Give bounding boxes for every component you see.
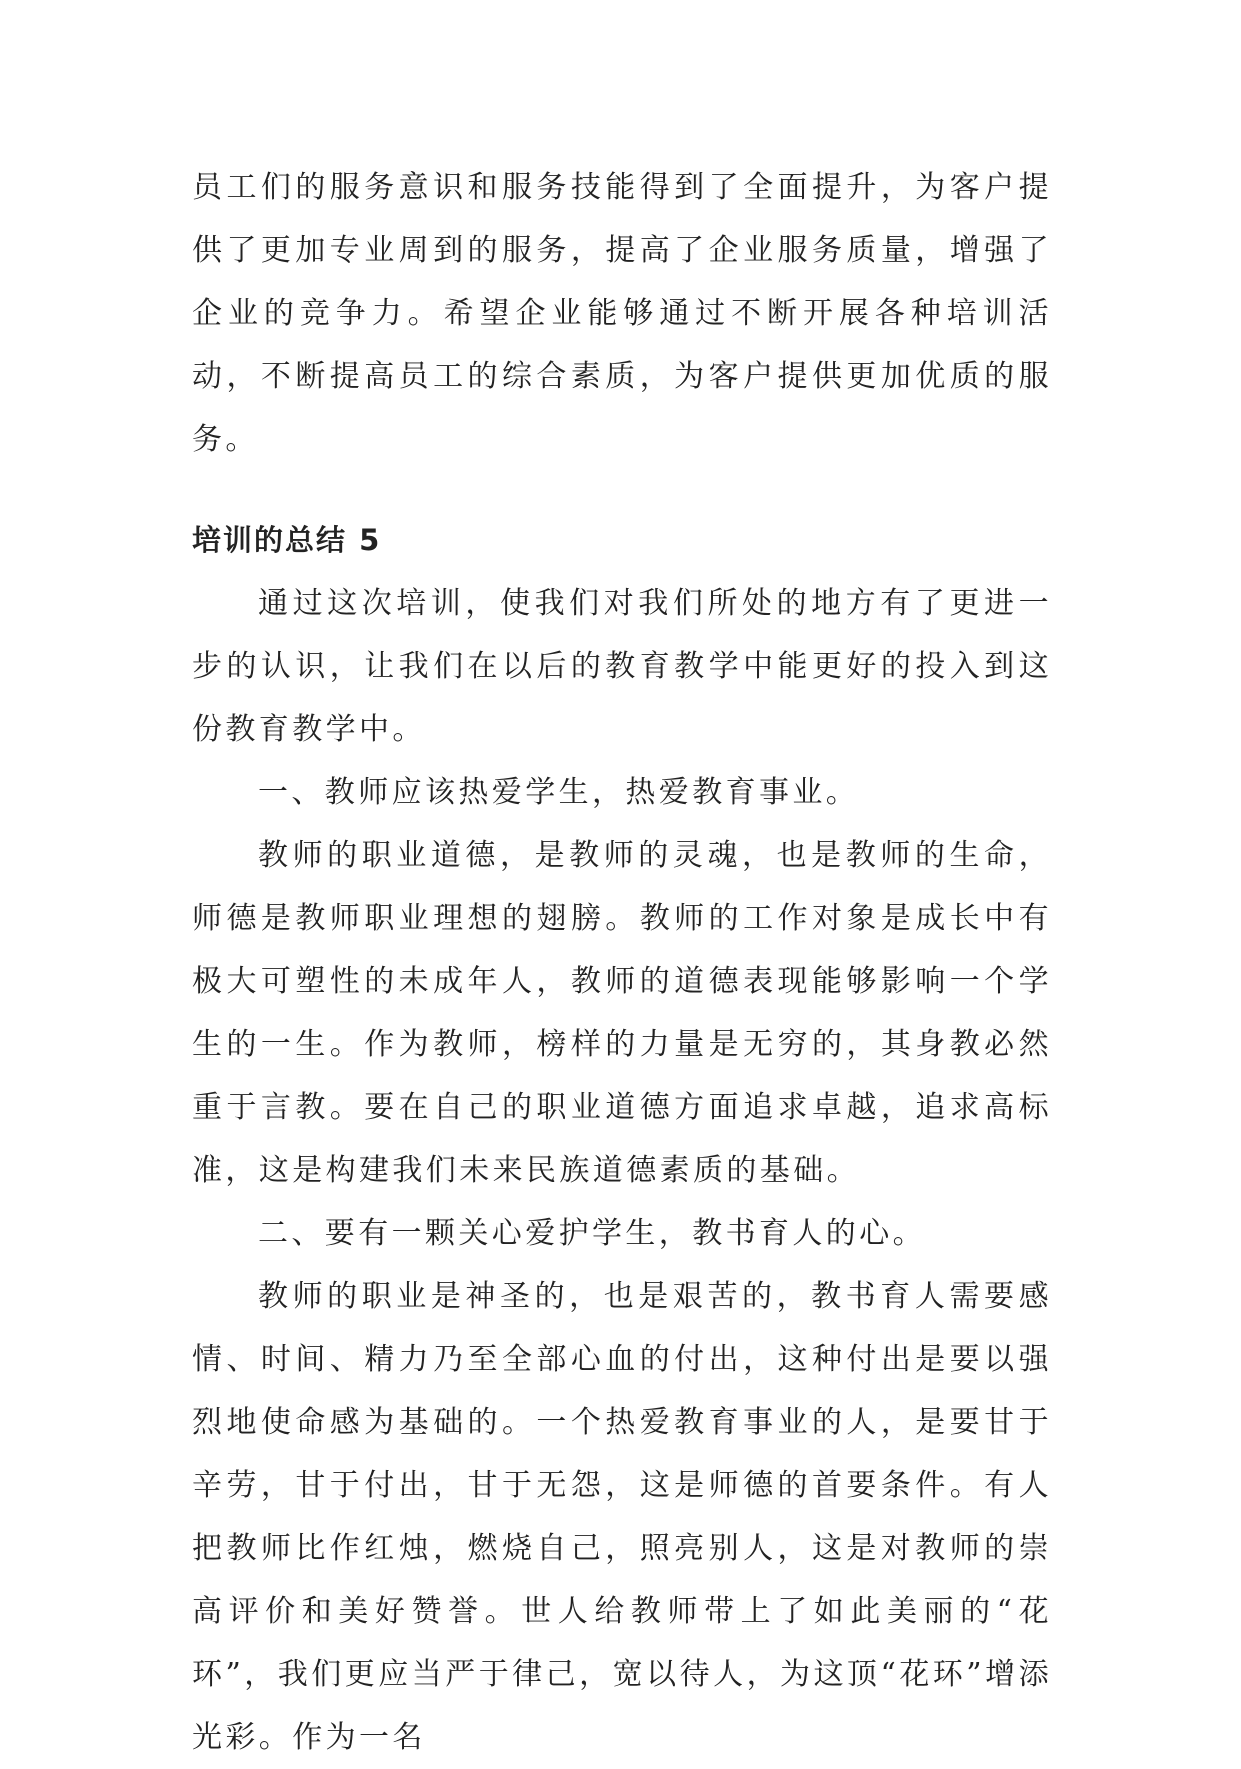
paragraph-teacher-career: 教师的职业是神圣的，也是艰苦的，教书育人需要感情、时间、精力乃至全部心血的付出，这种付出是要以强烈地使命感为基础的。一个热爱教育事业的人，是要甘于辛劳，甘于付出，甘于无怨，这是师德的首要条件。有人把教师比作红烛，燃烧自己，照亮别人，这是对教师的崇高评价和美好赞誉。世人给教师带上了如此美丽的“花环”，我们更应当严于律己，宽以待人，为这顶“花环”增添光彩。作为一名	[192, 1279, 1052, 1755]
paragraph-continued: 员工们的服务意识和服务技能得到了全面提升，为客户提供了更加专业周到的服务，提高了企业服务质量，增强了企业的竞争力。希望企业能够通过不断开展各种培训活动，不断提高员工的综合素质，为客户提供更加优质的服务。	[192, 170, 1052, 457]
section-title: 培训的总结 5	[192, 523, 382, 557]
paragraph-intro: 通过这次培训，使我们对我们所处的地方有了更进一步的认识，让我们在以后的教育教学中能更好的投入到这份教育教学中。	[192, 586, 1052, 747]
document-body	[192, 156, 1052, 1769]
paragraph-point-one: 一、教师应该热爱学生，热爱教育事业。	[258, 775, 860, 810]
paragraph-teacher-ethics: 教师的职业道德，是教师的灵魂，也是教师的生命，师德是教师职业理想的翅膀。教师的工作对象是成长中有极大可塑性的未成年人，教师的道德表现能够影响一个学生的一生。作为教师，榜样的力量是无穷的，其身教必然重于言教。要在自己的职业道德方面追求卓越，追求高标准，这是构建我们未来民族道德素质的基础。	[192, 838, 1052, 1188]
paragraph-point-two: 二、要有一颗关心爱护学生，教书育人的心。	[258, 1216, 926, 1251]
